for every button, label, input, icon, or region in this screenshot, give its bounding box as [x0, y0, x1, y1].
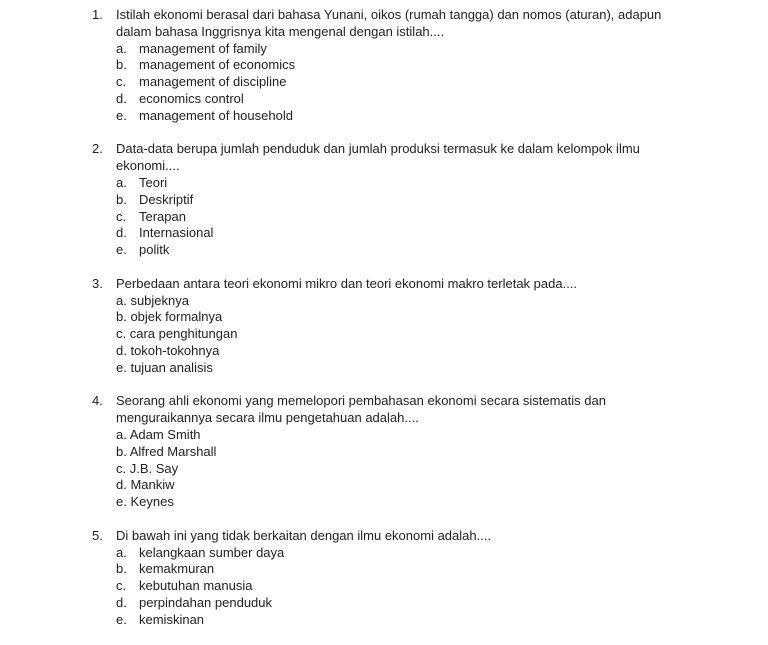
option-b: [0, 57, 768, 74]
option-e: [0, 108, 768, 125]
option-text: kelangkaan sumber daya: [139, 544, 285, 560]
option-letter: b.: [116, 57, 127, 73]
option-text: Teori: [139, 174, 168, 190]
option-b: [0, 192, 768, 209]
option-line: e. Keynes: [116, 494, 174, 510]
option-line: e. tujuan analisis: [116, 359, 213, 375]
option-text: politk: [139, 242, 170, 258]
question-4: [0, 393, 768, 511]
option-line: d. Mankiw: [116, 477, 175, 493]
option-d: [0, 91, 768, 108]
option-a: [0, 41, 768, 58]
option-letter: b.: [116, 561, 127, 577]
option-text: management of household: [139, 107, 293, 123]
option-d: [0, 595, 768, 612]
option-line: c. cara penghitungan: [116, 326, 238, 342]
option-letter: d.: [116, 594, 127, 610]
question-3: [0, 276, 768, 377]
question-number: 1.: [92, 7, 103, 22]
option-c: [0, 74, 768, 91]
option-line: a. subjeknya: [116, 292, 189, 308]
option-d: [0, 225, 768, 242]
question-text: Perbedaan antara teori ekonomi mikro dan teori ekonomi makro terletak pada....: [116, 275, 578, 291]
option-c: [0, 326, 768, 343]
option-d: [0, 343, 768, 360]
question-5: [0, 528, 768, 629]
option-e: [0, 494, 768, 511]
option-text: Deskriptif: [139, 191, 194, 207]
question-1: [0, 7, 768, 125]
option-e: [0, 612, 768, 629]
option-text: kemakmuran: [139, 561, 215, 577]
option-line: c. J.B. Say: [116, 460, 179, 476]
option-b: [0, 309, 768, 326]
question-2: [0, 141, 768, 259]
option-text: management of discipline: [139, 74, 287, 90]
option-letter: a.: [116, 174, 127, 190]
option-letter: d.: [116, 225, 127, 241]
option-b: [0, 444, 768, 461]
option-letter: e.: [116, 242, 127, 258]
option-text: Terapan: [139, 208, 186, 224]
option-b: [0, 561, 768, 578]
option-letter: e.: [116, 107, 127, 123]
question-sheet: [0, 7, 768, 645]
option-c: [0, 209, 768, 226]
option-c: [0, 578, 768, 595]
question-number: 2.: [92, 141, 103, 157]
option-line: d. tokoh-tokohnya: [116, 342, 220, 358]
option-c: [0, 461, 768, 478]
question-number: 3.: [92, 275, 103, 291]
option-text: management of family: [139, 40, 267, 56]
question-text: Istilah ekonomi berasal dari bahasa Yunani, oikos (rumah tangga) dan nomos (aturan), adapun dalam bahasa Inggrisnya kita mengenal dengan istilah....: [116, 7, 662, 39]
option-text: management of economics: [139, 57, 296, 73]
option-line: b. Alfred Marshall: [116, 443, 217, 459]
question-text: Seorang ahli ekonomi yang memelopori pembahasan ekonomi secara sistematis dan menguraikannya secara ilmu pengetahuan adalah....: [116, 393, 606, 426]
option-letter: a.: [116, 544, 127, 560]
question-text: Di bawah ini yang tidak berkaitan dengan ilmu ekonomi adalah....: [116, 527, 492, 543]
option-line: b. objek formalnya: [116, 309, 223, 325]
option-a: [0, 175, 768, 192]
question-number: 4.: [92, 393, 103, 409]
option-text: Internasional: [139, 225, 214, 241]
question-number: 5.: [92, 527, 103, 543]
option-d: [0, 477, 768, 494]
option-letter: e.: [116, 611, 127, 627]
option-letter: a.: [116, 40, 127, 56]
option-e: [0, 360, 768, 377]
option-text: kebutuhan manusia: [139, 578, 253, 594]
option-letter: c.: [116, 578, 127, 594]
option-text: perpindahan penduduk: [139, 594, 273, 610]
option-letter: c.: [116, 74, 127, 90]
option-text: economics control: [139, 90, 244, 106]
option-a: [0, 427, 768, 444]
option-text: kemiskinan: [139, 611, 205, 627]
option-a: [0, 293, 768, 310]
option-e: [0, 242, 768, 259]
option-letter: c.: [116, 208, 127, 224]
option-a: [0, 545, 768, 562]
option-letter: b.: [116, 191, 127, 207]
question-text: Data-data berupa jumlah penduduk dan jumlah produksi termasuk ke dalam kelompok ilmu ekonomi....: [116, 141, 640, 174]
option-line: a. Adam Smith: [116, 426, 201, 442]
option-letter: d.: [116, 90, 127, 106]
